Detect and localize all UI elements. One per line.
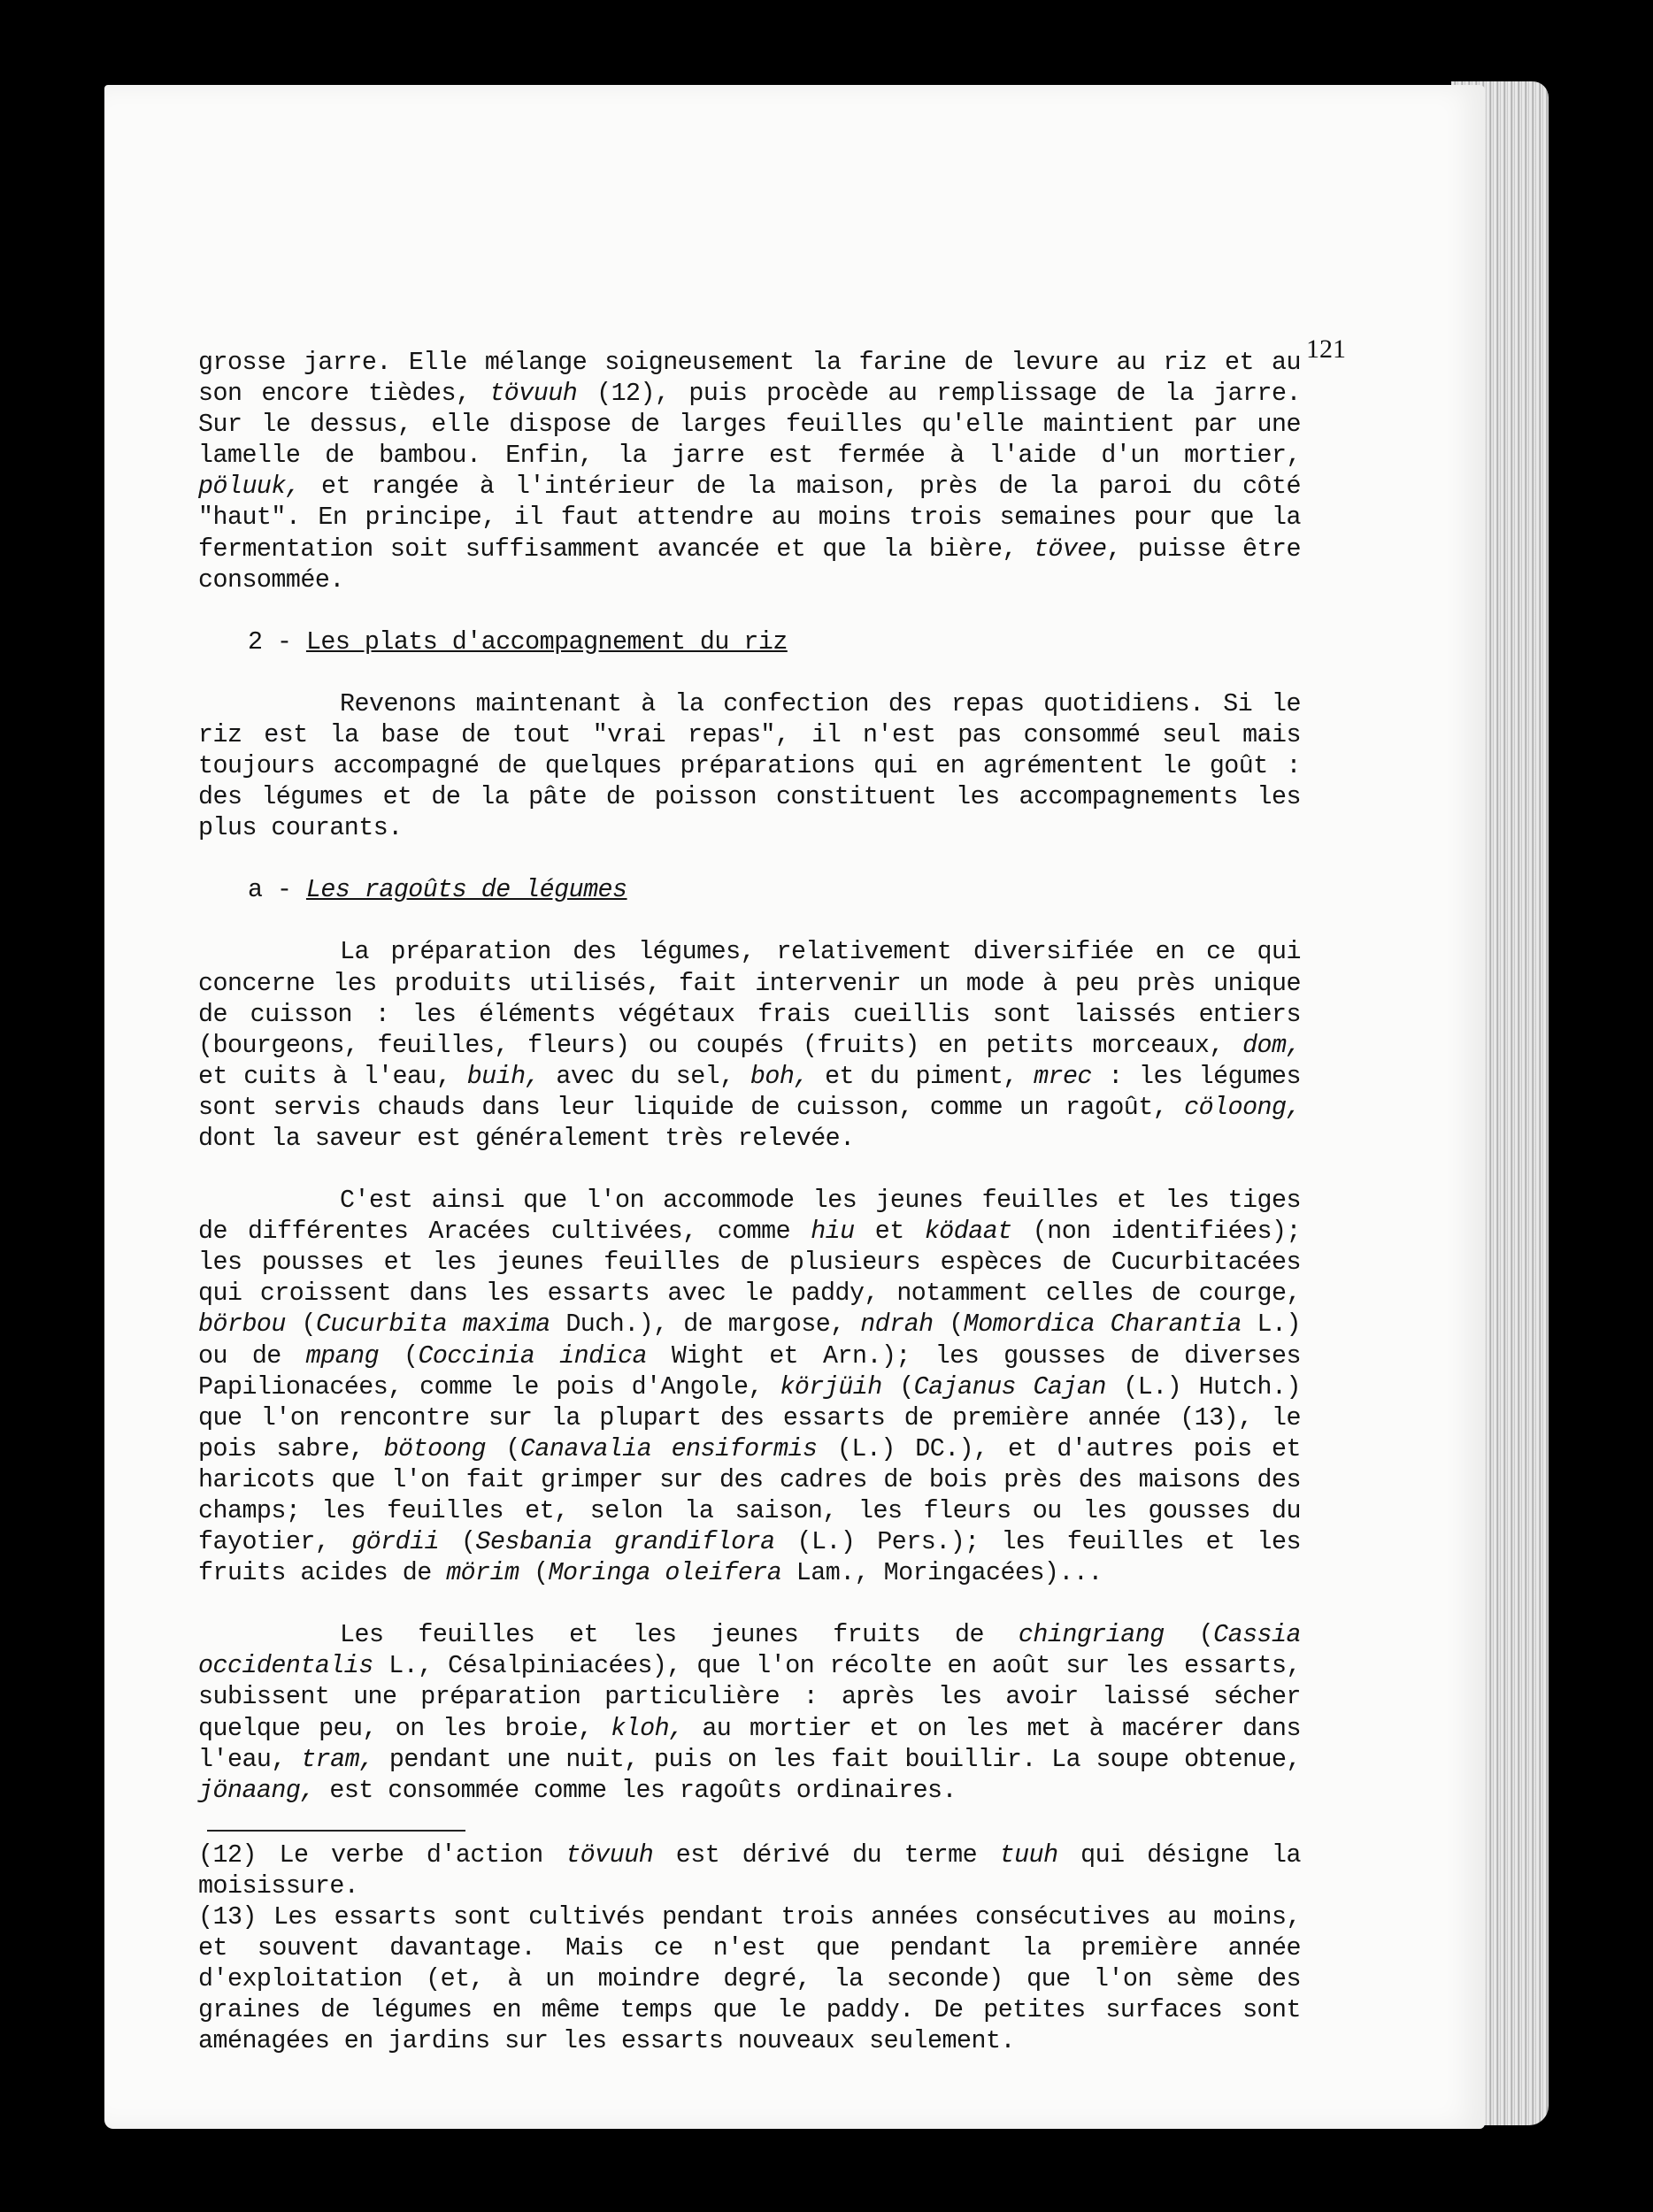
term-tovee: tövee [1034,534,1107,564]
paragraph-2: Revenons maintenant à la confection des repas quotidiens. Si le riz est la base de tout "vrai repas", il n'est pas consommé seul mais toujours accompagné de quelques préparations qui en agrémentent le goût : des légumes et de la pâte de poisson constituent les accompagnements les plus courants. [198,689,1301,843]
subsection-heading-label: Les ragoûts de légumes [305,876,627,905]
paragraph-3: La préparation des légumes, relativement diversifiée en ce qui concerne les produits utilisés, fait intervenir un mode à peu près unique de cuisson : les éléments végétaux frais cueillis sont laissés entiers (bourgeons, feuilles, fleurs) ou coupés (fruits) en petits morceaux, dom, et cuits à l'eau, buih, avec du sel, boh, et du piment, mrec : les légumes sont servis chauds dans leur liquide de cuisson, comme un ragoût, cöloong, dont la saveur est généralement très relevée. [198,938,1302,1153]
footnote-separator [207,1830,465,1832]
term-tovuuh: tövuuh [489,380,578,409]
section-heading-2: 2 - Les plats d'accompagnement du riz [248,627,788,657]
page-text [198,348,1301,2058]
paragraph-1: grosse jarre. Elle mélange soigneusement la farine de levure au riz et au son encore tièdes, tövuuh (12), puis procède au remplissage de la jarre. Sur le dessus, elle dispose de larges feuilles qu'elle maintient par une lamelle de bambou. Enfin, la jarre est fermée à l'aide d'un mortier, pöluuk, et rangée à l'intérieur de la maison, près de la paroi du côté "haut". En principe, il faut attendre au moins trois semaines pour que la fermentation soit suffisamment avancée et que la bière, tövee, puisse être consommée. [198,349,1301,595]
footnote-13: (13) Les essarts sont cultivés pendant trois années consécutives au moins, et souvent davantage. Mais ce n'est que pendant la première année d'exploitation (et, à un moindre degré, la seconde) que l'on sème des graines de légumes en même temps que le paddy. De petites surfaces sont aménagées en jardins sur les essarts nouveaux seulement. [198,1903,1301,2056]
paragraph-4: C'est ainsi que l'on accommode les jeunes feuilles et les tiges de différentes Aracées cultivées, comme hiu et ködaat (non identifiées); les pousses et les jeunes feuilles de plusieurs espèces de Cucurbitacées qui croissent dans les essarts avec le paddy, notamment celles de courge, börbou (Cucurbita maxima Duch.), de margose, ndrah (Momordica Charantia L.) ou de mpang (Coccinia indica Wight et Arn.); les gousses de diverses Papilionacées, comme le pois d'Angole, körjüih (Cajanus Cajan (L.) Hutch.) que l'on rencontre sur la plupart des essarts de première année (13), le pois sabre, bötoong (Canavalia ensiformis (L.) DC.), et d'autres pois et haricots que l'on fait grimper sur des cadres de bois près des maisons des champs; les feuilles et, selon la saison, les fleurs ou les gousses du fayotier, gördii (Sesbania grandiflora (L.) Pers.); les feuilles et les fruits acides de mörim (Moringa oleifera Lam., Moringacées)... [198,1187,1301,1588]
subsection-heading-a: a - Les ragoûts de légumes [248,876,627,905]
section-heading-label: Les plats d'accompagnement du riz [305,627,788,657]
paragraph-5: Les feuilles et les jeunes fruits de chingriang (Cassia occidentalis L., Césalpiniacées), que l'on récolte en août sur les essarts, subissent une préparation particulière : après les avoir laissé sécher quelque peu, on les broie, kloh, au mortier et on les met à macérer dans l'eau, tram, pendant une nuit, puis on les fait bouillir. La soupe obtenue, jönaang, est consommée comme les ragoûts ordinaires. [198,1621,1302,1805]
footnote-12: (12) Le verbe d'action tövuuh est dérivé du terme tuuh qui désigne la moisissure. [198,1840,1302,1901]
term-poluuk: pöluuk, [198,472,301,502]
page-number: 121 [1306,334,1346,364]
